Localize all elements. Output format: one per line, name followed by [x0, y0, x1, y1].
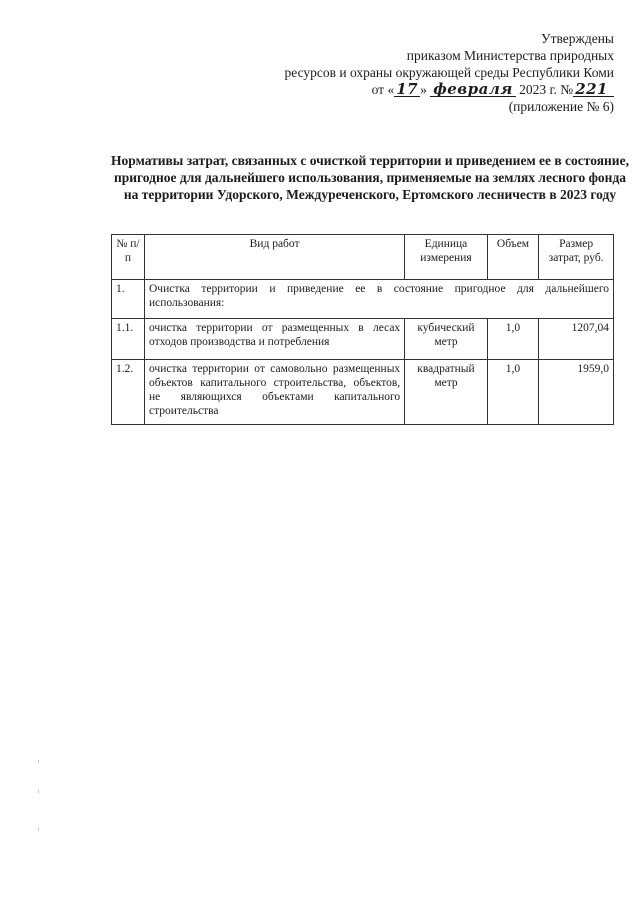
scan-speck — [38, 790, 39, 793]
scan-speck — [38, 760, 39, 763]
norms-table — [111, 234, 614, 425]
table-row — [112, 360, 614, 425]
handwritten-order-number: 221 — [573, 82, 614, 97]
approval-date-line — [285, 81, 614, 98]
row-cost: 1959,0 — [539, 360, 614, 425]
header-volume: Объем — [487, 235, 538, 280]
row-cost: 1207,04 — [539, 319, 614, 360]
approval-line-3: ресурсов и охраны окружающей среды Республики Коми — [284, 65, 614, 80]
row-volume: 1,0 — [487, 360, 538, 425]
handwritten-month: февраля — [430, 82, 516, 97]
header-num: № п/п — [112, 235, 145, 280]
scan-speck — [38, 828, 39, 831]
approval-line-1: Утверждены — [541, 31, 614, 46]
date-year: 2023 г. № — [519, 82, 574, 97]
document-title: Нормативы затрат, связанных с очисткой территории и приведением ее в состояние, пригодное для дальнейшего использования, применяемые на землях лесного фонда на территории Удорского, Междуреченского, Ертомского лесничеств в 2023 году — [111, 153, 629, 202]
row-num: 1.2. — [112, 360, 145, 425]
row-work: очистка территории от самовольно размещенных объектов капитального строительства, объектов, не являющихся объектами капитального строительства — [144, 360, 404, 425]
table-header-row — [112, 235, 614, 280]
date-prefix: от « — [371, 82, 395, 97]
section-num: 1. — [112, 280, 145, 319]
row-unit: кубический метр — [405, 319, 488, 360]
approval-block — [285, 30, 614, 115]
row-volume: 1,0 — [487, 319, 538, 360]
row-work: очистка территории от размещенных в лесах отходов производства и потребления — [144, 319, 404, 360]
appendix-label: (приложение № 6) — [508, 99, 614, 114]
header-unit: Единица измерения — [405, 235, 488, 280]
header-cost: Размер затрат, руб. — [539, 235, 614, 280]
date-mid: » — [420, 82, 427, 97]
handwritten-day: 17 — [396, 80, 419, 98]
table-row — [112, 319, 614, 360]
row-unit: квадратный метр — [405, 360, 488, 425]
header-work: Вид работ — [144, 235, 404, 280]
table-row-section — [112, 280, 614, 319]
approval-line-2: приказом Министерства природных — [406, 48, 614, 63]
section-text: Очистка территории и приведение ее в состояние пригодное для дальнейшего использования: — [144, 280, 613, 319]
row-num: 1.1. — [112, 319, 145, 360]
